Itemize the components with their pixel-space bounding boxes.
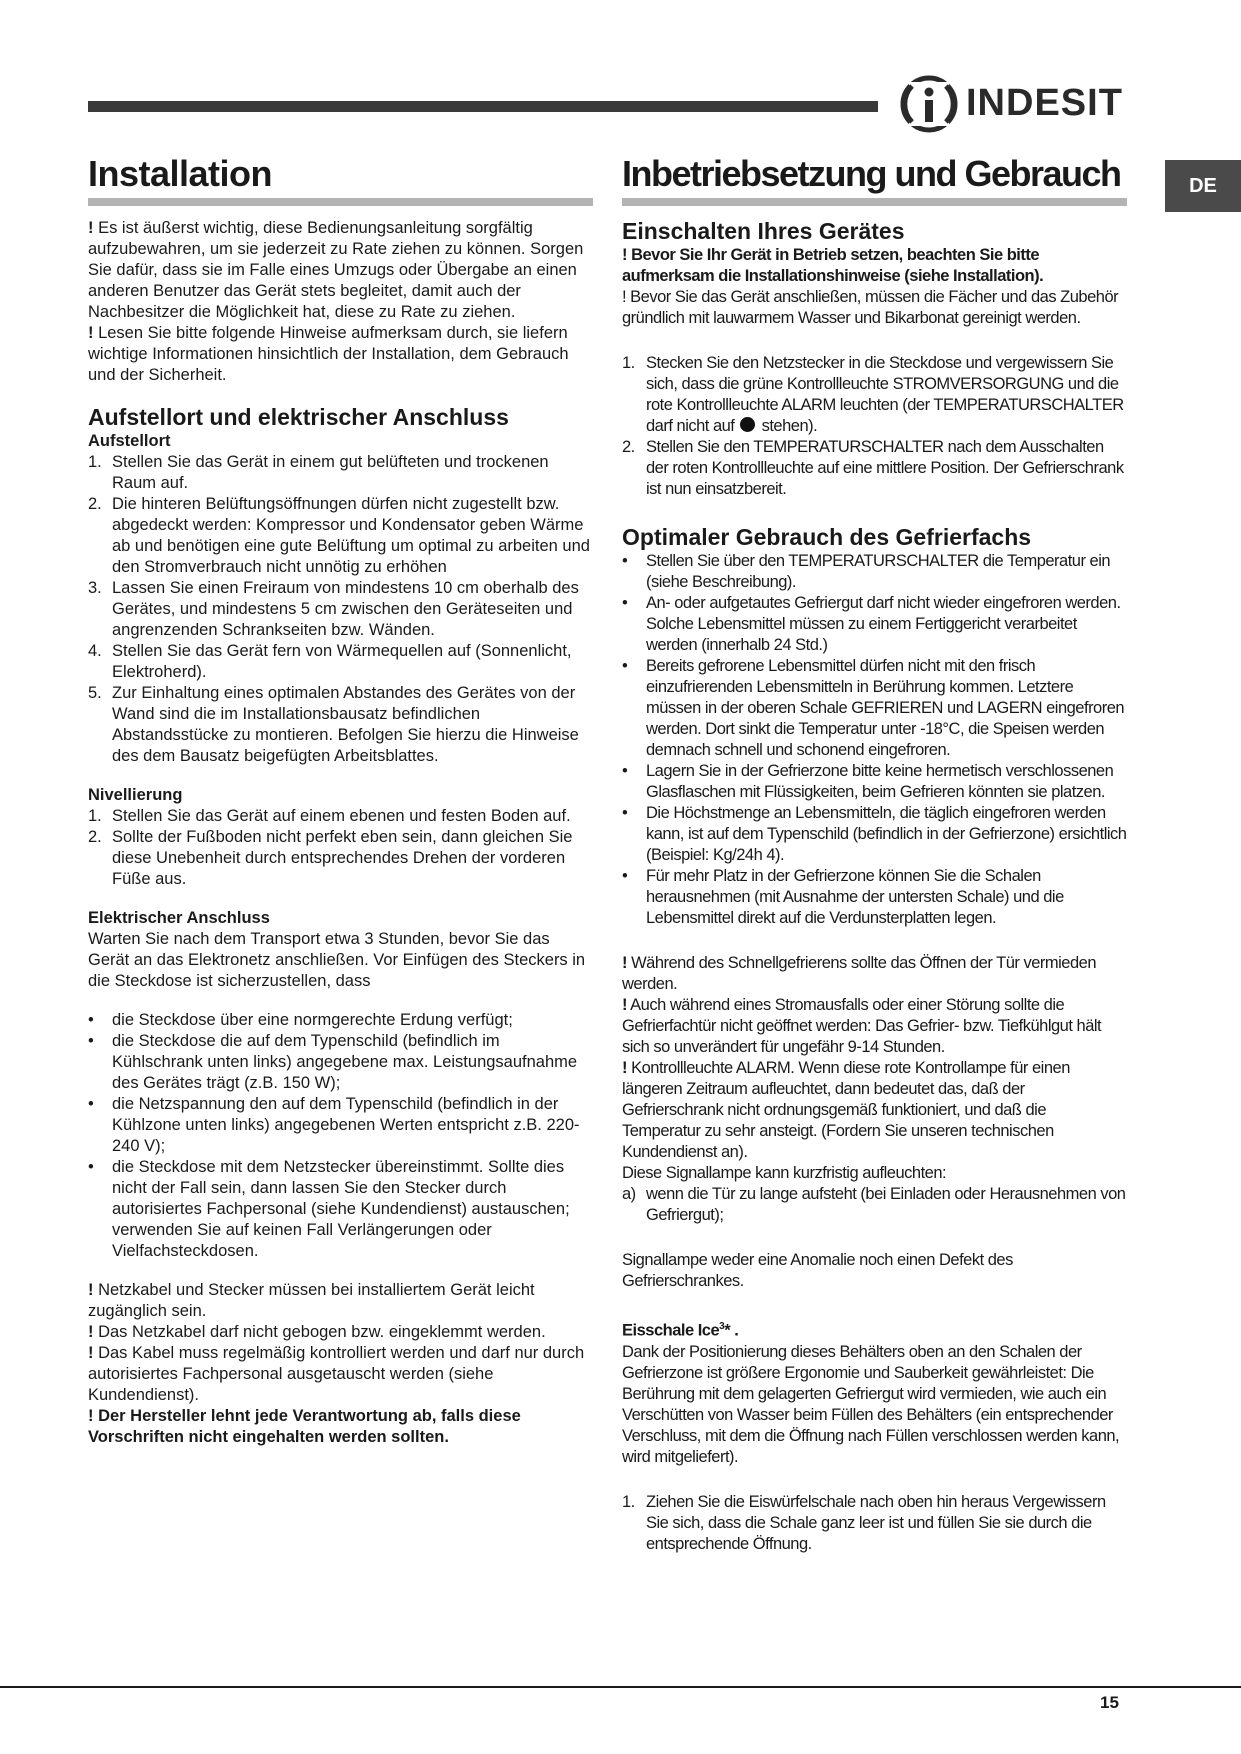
note: ! Kontrollleuchte ALARM. Wenn diese rote Kontrollampe für einen längeren Zeitraum aufleuchtet, dann bedeutet das, daß der Gefrierschrank nicht ordnungsgemäß funktioniert, und daß die Temperatur zu sehr ansteigt. (Fordern Sie unseren technischen Kundendienst an). — [622, 1059, 1070, 1161]
header-rule — [88, 101, 878, 112]
list-item: 1. Stellen Sie das Gerät in einem gut belüfteten und trockenen Raum auf. — [88, 453, 549, 492]
note: ! Das Netzkabel darf nicht gebogen bzw. eingeklemmt werden. — [88, 1323, 546, 1341]
page-number: 15 — [1100, 1693, 1119, 1712]
section-heading: Optimaler Gebrauch des Gefrierfachs — [622, 524, 1032, 550]
list-item: • Bereits gefrorene Lebensmittel dürfen nicht mit den frisch einzufrierenden Lebensmitteln in Berührung kommen. Letztere müssen in der oberen Schale GEFRIEREN und LAGERN eingefroren werden. Dort sinkt die Temperatur unter -18°C, die Speisen werden demnach schnell und schonend eingefroren. — [622, 657, 1125, 759]
intro-paragraph: ! Lesen Sie bitte folgende Hinweise aufmerksam durch, sie liefern wichtige Informationen hinsichtlich der Installation, dem Gebrauch und der Sicherheit. — [88, 324, 569, 384]
filled-circle-icon — [740, 417, 755, 432]
nivellierung-list — [88, 806, 593, 890]
bold-note: ! Bevor Sie Ihr Gerät in Betrieb setzen, beachten Sie bitte aufmerksam die Installationshinweise (siehe Installation). — [622, 246, 1044, 285]
list-item: 3. Lassen Sie einen Freiraum von mindestens 10 cm oberhalb des Gerätes, und mindestens 5 cm zwischen den Geräteseiten und angrenzenden Schrankseiten bzw. Wänden. — [88, 579, 579, 639]
list-item: 4. Stellen Sie das Gerät fern von Wärmequellen auf (Sonnenlicht, Elektroherd). — [88, 642, 572, 681]
elektrisch-paragraph: Warten Sie nach dem Transport etwa 3 Stunden, bevor Sie das Gerät an das Elektronetz anschließen. Vor Einfügen des Steckers in die Steckdose ist sicherzustellen, dass — [88, 930, 586, 990]
subheading-nivellierung: Nivellierung — [88, 786, 183, 804]
footer-rule — [0, 1686, 1241, 1688]
brand-name: INDESIT — [966, 82, 1123, 124]
list-item: 1. Stecken Sie den Netzstecker in die Steckdose und vergewissern Sie sich, dass die grüne Kontrollleuchte STROMVERSORGUNG und die rote Kontrollleuchte ALARM leuchten (der TEMPERATURSCHALTER darf nicht auf stehen). — [622, 354, 1124, 435]
list-item: • Für mehr Platz in der Gefrierzone können Sie die Schalen herausnehmen (mit Ausnahme der untersten Schale) und die Lebensmittel direkt auf die Verdunsterplatten legen. — [622, 867, 1064, 927]
list-item: 2. Die hinteren Belüftungsöffnungen dürfen nicht zugestellt bzw. abgedeckt werden: Kompressor und Kondensator geben Wärme ab und benötigen eine gute Belüftung um optimal zu arbeiten und den Stromverbrauch nicht unnötig zu erhöhen — [88, 495, 590, 576]
list-item: • die Steckdose die auf dem Typenschild (befindlich im Kühlschrank unten links) angegebene max. Leistungsaufnahme des Gerätes trägt (z.B. 150 W); — [88, 1032, 578, 1092]
list-item: • Die Höchstmenge an Lebensmitteln, die täglich eingefroren werden kann, ist auf dem Typenschild (befindlich in der Gefrierzone) ersichtlich (Beispiel: Kg/24h 4). — [622, 804, 1127, 864]
installation-title: Installation — [88, 152, 593, 206]
list-item: 1. Stellen Sie das Gerät auf einem ebenen und festen Boden auf. — [88, 807, 571, 825]
note: ! Das Kabel muss regelmäßig kontrolliert werden und darf nur durch autorisiertes Fachpersonal ausgetauscht werden (siehe Kundendienst). — [88, 1344, 585, 1404]
eisschale-paragraph: Dank der Positionierung dieses Behälters oben an den Schalen der Gefrierzone ist größere Ergonomie und Sauberkeit gewährleistet: Die Berührung mit dem gelagerten Gefriergut wird vermieden, wie auch ein Verschütten von Wasser beim Füllen des Behälters (ein entsprechender Verschluss, mit dem die Öffnung nach Füllen verschlossen werden kann, wird mitgeliefert). — [622, 1342, 1120, 1466]
list-item: 2. Sollte der Fußboden nicht perfekt eben sein, dann gleichen Sie diese Unebenheit durch entsprechendes Drehen der vorderen Füße aus. — [88, 828, 573, 888]
aufstellort-list — [88, 452, 593, 767]
left-column — [88, 152, 593, 1448]
einschalten-steps — [622, 353, 1127, 500]
note: ! Auch während eines Stromausfalls oder einer Störung sollte die Gefrierfachtür nicht geöffnet werden: Das Gefrier- bzw. Tiefkühlgut hält sich so unverändert für ungefähr 9-14 Stunden. — [622, 996, 1102, 1056]
warning-note: ! Der Hersteller lehnt jede Verantwortung ab, falls diese Vorschriften nicht eingehalten werden sollten. — [88, 1407, 521, 1446]
elektrisch-bullets — [88, 1010, 593, 1262]
list-item: • die Netzspannung den auf dem Typenschild (befindlich in der Kühlzone unten links) angegebenen Werten entspricht z.B. 220-240 V); — [88, 1095, 580, 1155]
subheading-aufstellort: Aufstellort — [88, 432, 171, 450]
list-item: 1. Ziehen Sie die Eiswürfelschale nach oben hin heraus Vergewissern Sie sich, dass die Schale ganz leer ist und füllen Sie sie durch die entsprechende Öffnung. — [622, 1492, 1106, 1553]
eisschale-steps — [622, 1492, 1127, 1555]
optimal-bullets — [622, 551, 1127, 929]
list-item: • Lagern Sie in der Gefrierzone bitte keine hermetisch verschlossenen Glasflaschen mit Flüssigkeiten, beim Gefrieren könnten sie platzen. — [622, 762, 1114, 801]
signal-list — [622, 1184, 1127, 1226]
section-heading: Einschalten Ihres Gerätes — [622, 218, 905, 244]
intro-paragraph: ! Es ist äußerst wichtig, diese Bedienungsanleitung sorgfältig aufzubewahren, um sie jederzeit zu Rate ziehen zu können. Sorgen Sie dafür, dass sie im Falle eines Umzugs oder Übergabe an einen anderen Benutzer das Gerät stets begleitet, damit auch der Nachbesitzer die Möglichkeit hat, diese zu Rate zu ziehen. — [88, 219, 584, 321]
list-item: • An- oder aufgetautes Gefriergut darf nicht wieder eingefroren werden. Solche Lebensmittel müssen zu einem Fertiggericht verarbeitet werden (innerhalb 24 Std.) — [622, 594, 1121, 654]
signal-text: Diese Signallampe kann kurzfristig aufleuchten: — [622, 1164, 947, 1182]
note: ! Bevor Sie das Gerät anschließen, müssen die Fächer und das Zubehör gründlich mit lauwarmem Wasser und Bikarbonat gereinigt werden. — [622, 288, 1119, 327]
list-item: 2. Stellen Sie den TEMPERATURSCHALTER nach dem Ausschalten der roten Kontrollleuchte auf eine mittlere Position. Der Gefrierschrank ist nun einsatzbereit. — [622, 438, 1124, 498]
note: ! Während des Schnellgefrierens sollte das Öffnen der Tür vermieden werden. — [622, 954, 1096, 993]
list-item: • die Steckdose über eine normgerechte Erdung verfügt; — [88, 1011, 513, 1029]
language-tab[interactable]: DE — [1165, 160, 1241, 212]
section-heading: Aufstellort und elektrischer Anschluss — [88, 404, 509, 430]
list-item: 5. Zur Einhaltung eines optimalen Abstandes des Gerätes von der Wand sind die im Installationsbausatz befindlichen Abstandsstücke zu montieren. Befolgen Sie hierzu die Hinweise des dem Bausatz beigefügten Arbeitsblattes. — [88, 684, 579, 765]
list-item: a) wenn die Tür zu lange aufsteht (bei Einladen oder Herausnehmen von Gefriergut); — [622, 1185, 1126, 1224]
subheading-eisschale: Eisschale Ice$^3$* . — [622, 1321, 739, 1340]
inbetriebsetzung-title: Inbetriebsetzung und Gebrauch — [622, 152, 1127, 206]
list-item: • die Steckdose mit dem Netzstecker übereinstimmt. Sollte dies nicht der Fall sein, dann lassen Sie den Stecker durch autorisiertes Fachpersonal (siehe Kundendienst) austauschen; verwenden Sie auf keinen Fall Verlängerungen oder Vielfachsteckdosen. — [88, 1158, 570, 1260]
signal-tail: Signallampe weder eine Anomalie noch einen Defekt des Gefrierschrankes. — [622, 1251, 1013, 1290]
right-column — [622, 152, 1127, 1555]
note: ! Netzkabel und Stecker müssen bei installiertem Gerät leicht zugänglich sein. — [88, 1281, 535, 1320]
subheading-elektrischer-anschluss: Elektrischer Anschluss — [88, 909, 270, 927]
list-item: • Stellen Sie über den TEMPERATURSCHALTER die Temperatur ein (siehe Beschreibung). — [622, 552, 1111, 591]
